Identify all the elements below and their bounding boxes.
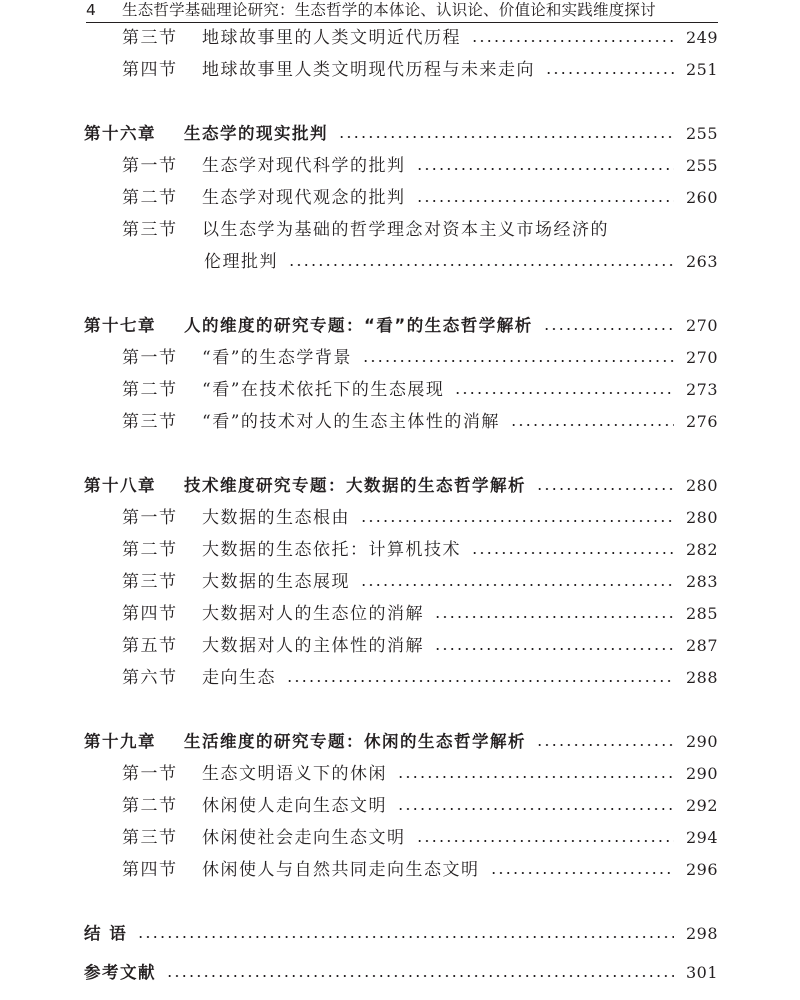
toc-entry-label: 参考文献 (84, 963, 156, 982)
dot-leader (397, 758, 674, 790)
toc-entry-title: “看”在技术依托下的生态展现 (202, 380, 445, 400)
toc-chapter-entry[interactable] (84, 310, 718, 342)
dot-leader (397, 790, 674, 822)
toc-entry-label: 第三节 (122, 572, 178, 592)
toc-entry-title: 生态学的现实批判 (184, 124, 328, 143)
toc-section-entry[interactable] (122, 22, 718, 54)
dot-leader (543, 310, 674, 342)
toc-section-entry[interactable] (122, 566, 718, 598)
dot-leader (166, 957, 674, 989)
toc-chapter-entry[interactable] (84, 470, 718, 502)
toc-entry-page-number: 292 (685, 796, 718, 815)
dot-leader (360, 566, 674, 598)
dot-leader (510, 406, 674, 438)
dot-leader (416, 822, 675, 854)
toc-entry-label: 第三节 (122, 220, 178, 240)
toc-entry-label: 第十六章 (84, 124, 156, 143)
toc-entry-title: 休闲使社会走向生态文明 (202, 828, 406, 848)
toc-entry-title: 生态文明语义下的休闲 (202, 764, 387, 784)
toc-entry-title: 大数据的生态展现 (202, 572, 350, 592)
toc-entry-label: 第十九章 (84, 732, 156, 751)
dot-leader (454, 374, 674, 406)
toc-entry-title: 技术维度研究专题：大数据的生态哲学解析 (184, 476, 526, 495)
toc-entry-title: 走向生态 (202, 668, 276, 688)
toc-entry-label: 第二节 (122, 540, 178, 560)
toc-entry-page-number: 287 (685, 636, 718, 655)
dot-leader (434, 598, 674, 630)
dot-leader (434, 630, 674, 662)
toc-entry-label: 第一节 (122, 508, 178, 528)
header-page-number: 4 (86, 1, 96, 19)
toc-entry-page-number: 255 (685, 156, 718, 175)
toc-entry-page-number: 290 (685, 732, 718, 751)
toc-entry-title: 伦理批判 (204, 252, 278, 272)
toc-entry-page-number: 301 (685, 963, 718, 982)
toc-section-entry[interactable] (122, 534, 718, 566)
toc-entry-page-number: 280 (685, 508, 718, 527)
toc-section-entry[interactable] (122, 54, 718, 86)
toc-chapter-entry[interactable] (84, 726, 718, 758)
toc-entry-label: 第一节 (122, 348, 178, 368)
toc-chapter-entry[interactable] (84, 918, 718, 950)
toc-entry-label: 第三节 (122, 828, 178, 848)
toc-entry-title: 人的维度的研究专题：“看”的生态哲学解析 (184, 316, 533, 335)
toc-entry-title: 以生态学为基础的哲学理念对资本主义市场经济的 (202, 220, 609, 240)
toc-entry-label: 第四节 (122, 604, 178, 624)
toc-entry-label: 第一节 (122, 156, 178, 176)
toc-entry-label: 第六节 (122, 668, 178, 688)
dot-leader (137, 918, 674, 950)
toc-entry-label: 第十八章 (84, 476, 156, 495)
dot-leader (545, 54, 674, 86)
toc-entry-title: 休闲使人与自然共同走向生态文明 (202, 860, 480, 880)
toc-entry-label: 第四节 (122, 60, 178, 80)
toc-section-entry[interactable] (122, 758, 718, 790)
dot-leader (471, 22, 674, 54)
toc-entry-page-number: 249 (685, 28, 718, 47)
toc-entry-page-number: 276 (685, 412, 718, 431)
toc-section-entry[interactable] (122, 598, 718, 630)
dot-leader (288, 246, 674, 278)
toc-entry-title: 地球故事里的人类文明近代历程 (202, 28, 461, 48)
toc-entry-page-number: 282 (685, 540, 718, 559)
toc-entry-label: 第二节 (122, 188, 178, 208)
toc-entry-title: 生态学对现代观念的批判 (202, 188, 406, 208)
toc-entry-page-number: 296 (685, 860, 718, 879)
toc-entry-label: 第五节 (122, 636, 178, 656)
dot-leader (471, 534, 674, 566)
toc-section-entry[interactable] (122, 214, 718, 246)
toc-entry-page-number: 298 (685, 924, 718, 943)
toc-entry-title: 地球故事里人类文明现代历程与未来走向 (202, 60, 535, 80)
dot-leader (362, 342, 674, 374)
toc-entry-page-number: 285 (685, 604, 718, 623)
toc-section-entry[interactable] (122, 662, 718, 694)
toc-entry-title: “看”的生态学背景 (202, 348, 352, 368)
toc-section-entry[interactable] (122, 406, 718, 438)
toc-entry-label: 第十七章 (84, 316, 156, 335)
dot-leader (536, 470, 674, 502)
toc-entry-label: 第二节 (122, 796, 178, 816)
toc-entry-page-number: 260 (685, 188, 718, 207)
toc-entry-title: 大数据的生态依托：计算机技术 (202, 540, 461, 560)
toc-entry-label: 结 语 (84, 924, 128, 943)
toc-chapter-entry[interactable] (84, 118, 718, 150)
toc-entry-page-number: 280 (685, 476, 718, 495)
toc-entry-title: “看”的技术对人的生态主体性的消解 (202, 412, 500, 432)
toc-entry-page-number: 290 (685, 764, 718, 783)
toc-entry-label: 第三节 (122, 412, 178, 432)
toc-section-entry[interactable] (122, 182, 718, 214)
toc-entry-page-number: 251 (685, 60, 718, 79)
toc-section-entry[interactable] (204, 246, 718, 278)
toc-entry-title: 休闲使人走向生态文明 (202, 796, 387, 816)
dot-leader (360, 502, 674, 534)
running-header (86, 0, 718, 23)
toc-entry-title: 大数据对人的生态位的消解 (202, 604, 424, 624)
toc-section-entry[interactable] (122, 854, 718, 886)
header-book-title: 生态哲学基础理论研究：生态哲学的本体论、认识论、价值论和实践维度探讨 (122, 1, 656, 19)
toc-entry-title: 生态学对现代科学的批判 (202, 156, 406, 176)
toc-entry-page-number: 263 (685, 252, 718, 271)
toc-chapter-entry[interactable] (84, 957, 718, 989)
toc-section-entry[interactable] (122, 790, 718, 822)
toc-section-entry[interactable] (122, 150, 718, 182)
dot-leader (286, 662, 674, 694)
dot-leader (416, 150, 675, 182)
toc-section-entry[interactable] (122, 630, 718, 662)
dot-leader (416, 182, 675, 214)
toc-entry-page-number: 270 (685, 316, 718, 335)
toc-entry-page-number: 294 (685, 828, 718, 847)
toc-entry-page-number: 283 (685, 572, 718, 591)
toc-entry-title: 生活维度的研究专题：休闲的生态哲学解析 (184, 732, 526, 751)
dot-leader (490, 854, 675, 886)
toc-section-entry[interactable] (122, 342, 718, 374)
toc-entry-page-number: 273 (685, 380, 718, 399)
toc-entry-page-number: 255 (685, 124, 718, 143)
toc-entry-label: 第四节 (122, 860, 178, 880)
toc-entry-label: 第三节 (122, 28, 178, 48)
toc-section-entry[interactable] (122, 822, 718, 854)
toc-entry-title: 大数据的生态根由 (202, 508, 350, 528)
toc-section-entry[interactable] (122, 502, 718, 534)
toc-entry-page-number: 270 (685, 348, 718, 367)
toc-entry-page-number: 288 (685, 668, 718, 687)
toc-entry-label: 第一节 (122, 764, 178, 784)
toc-section-entry[interactable] (122, 374, 718, 406)
toc-entry-title: 大数据对人的主体性的消解 (202, 636, 424, 656)
dot-leader (338, 118, 674, 150)
dot-leader (536, 726, 674, 758)
toc-entry-label: 第二节 (122, 380, 178, 400)
